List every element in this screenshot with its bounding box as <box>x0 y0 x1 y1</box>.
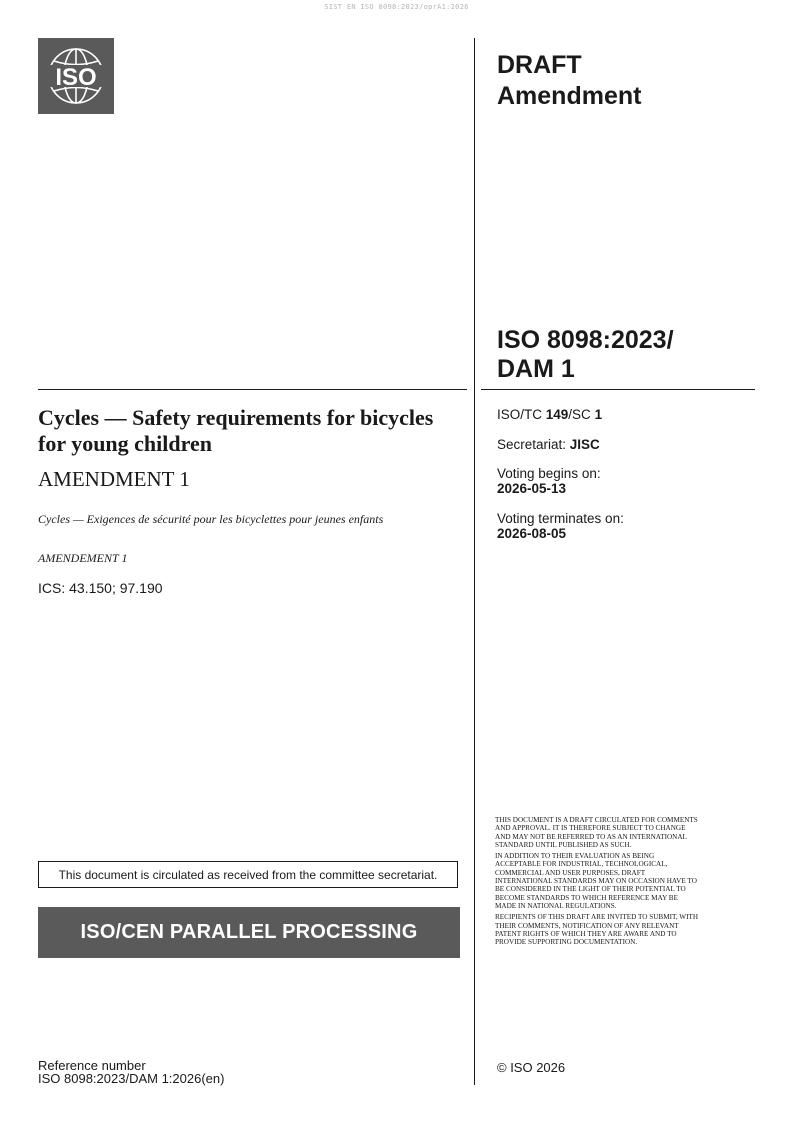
document-number-line1: ISO 8098:2023/ <box>497 326 674 354</box>
iso-logo-text: ISO <box>55 64 97 91</box>
committee-reference <box>497 407 602 422</box>
secretariat-label: Secretariat: <box>497 437 570 452</box>
sc-prefix: /SC <box>568 407 595 422</box>
disclaimer-paragraph: THIS DOCUMENT IS A DRAFT CIRCULATED FOR COMMENTS AND APPROVAL. IT IS THEREFORE SUBJECT TO CHANGE AND MAY NOT BE REFERRED TO AS AN INTERNATIONAL STANDARD UNTIL PUBLISHED AS SUCH. <box>495 816 698 849</box>
draft-disclaimer <box>495 816 700 949</box>
ics-codes: ICS: 43.150; 97.190 <box>38 580 163 596</box>
voting-terminates-label: Voting terminates on: <box>497 511 624 526</box>
vertical-divider <box>474 38 475 1085</box>
secretariat <box>497 437 600 452</box>
voting-begins <box>497 466 601 496</box>
reference-label: Reference number <box>38 1058 146 1073</box>
copyright: © ISO 2026 <box>497 1060 566 1075</box>
voting-terminates <box>497 511 624 541</box>
document-status <box>497 50 641 112</box>
disclaimer-paragraph: RECIPIENTS OF THIS DRAFT ARE INVITED TO SUBMIT, WITH THEIR COMMENTS, NOTIFICATION OF ANY RELEVANT PATENT RIGHTS OF WHICH THEY ARE AWARE AND TO PROVIDE SUPPORTING DOCUMENTATION. <box>495 913 699 947</box>
french-amendment-title: AMENDEMENT 1 <box>38 551 128 565</box>
iso-logo-icon <box>38 38 114 114</box>
reference-value: ISO 8098:2023/DAM 1:2026(en) <box>38 1071 225 1086</box>
sc-number: 1 <box>594 407 603 422</box>
voting-begins-label: Voting begins on: <box>497 466 601 481</box>
document-number-line2: DAM 1 <box>497 355 575 383</box>
horizontal-divider-right <box>481 389 755 390</box>
amendment-title: AMENDMENT 1 <box>38 467 190 491</box>
reference-number <box>38 1059 224 1085</box>
disclaimer-paragraph: IN ADDITION TO THEIR EVALUATION AS BEING ACCEPTABLE FOR INDUSTRIAL, TECHNOLOGICAL, COMMERCIAL AND USER PURPOSES, DRAFT INTERNATIONAL STANDARDS MAY ON OCCASION HAVE TO BE CONSIDERED IN THE LIGHT OF THEIR POTENTIAL TO BECOME STANDARDS TO WHICH REFERENCE MAY BE MADE IN NATIONAL REGULATIONS. <box>495 852 697 910</box>
french-title: Cycles — Exigences de sécurité pour les bicyclettes pour jeunes enfants <box>38 512 384 526</box>
watermark: SIST EN ISO 8098:2023/oprA1:2026 <box>324 3 469 11</box>
status-amendment: Amendment <box>497 82 642 110</box>
status-draft: DRAFT <box>497 51 582 79</box>
parallel-processing-banner: ISO/CEN PARALLEL PROCESSING <box>38 907 460 958</box>
horizontal-divider-left <box>38 389 467 390</box>
document-number <box>497 326 674 384</box>
document-title: Cycles — Safety requirements for bicycles for young children <box>38 405 434 456</box>
committee-prefix: ISO/TC <box>497 407 546 422</box>
voting-begins-date: 2026-05-13 <box>497 481 567 496</box>
secretariat-value: JISC <box>569 437 600 452</box>
voting-terminates-date: 2026-08-05 <box>497 526 567 541</box>
iso-logo <box>38 38 114 114</box>
circulation-notice: This document is circulated as received from the committee secretariat. <box>38 861 458 888</box>
tc-number: 149 <box>545 407 569 422</box>
